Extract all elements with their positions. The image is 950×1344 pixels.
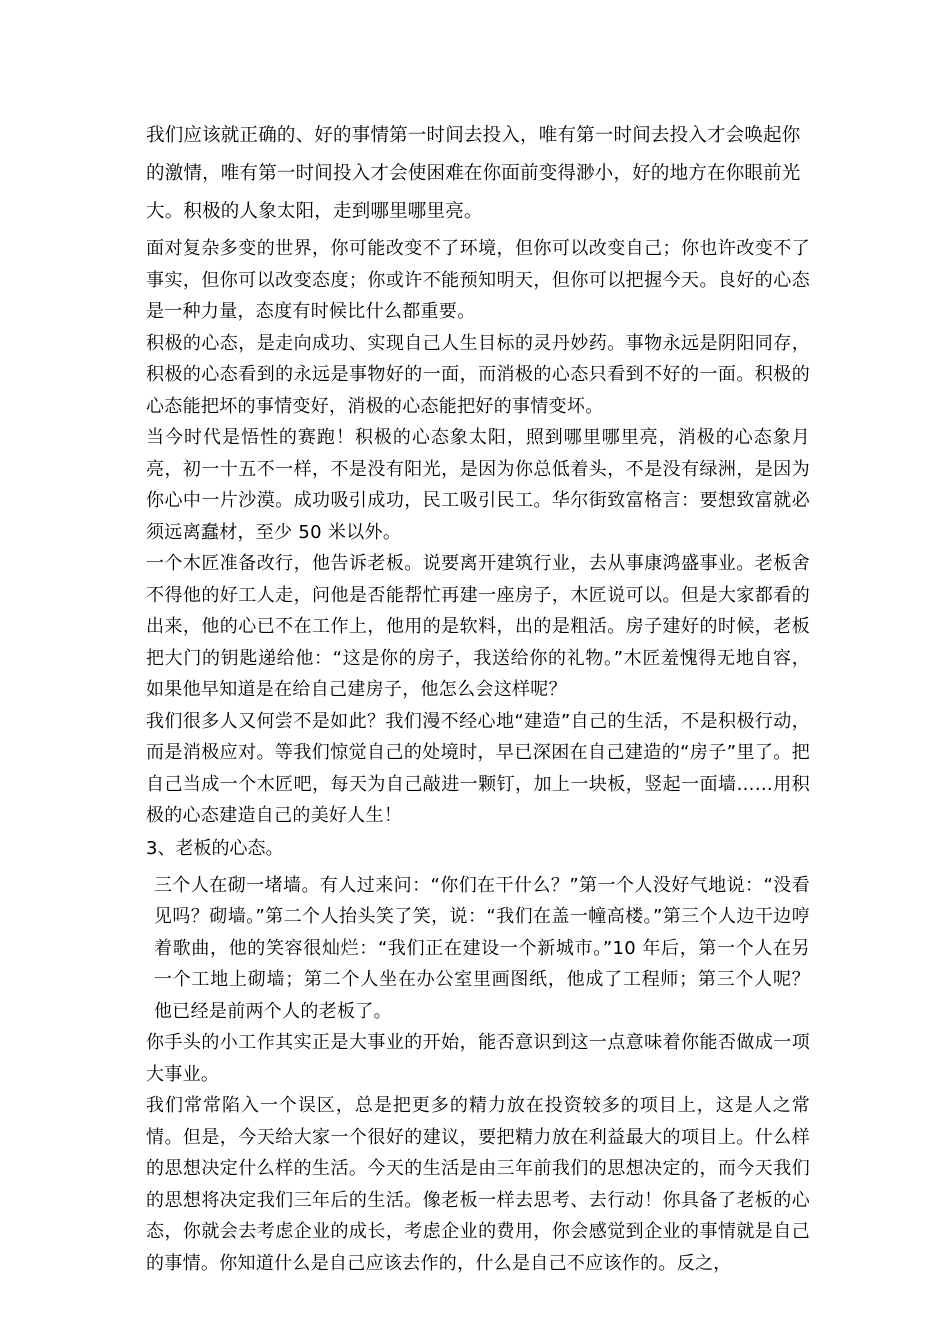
paragraph-7: 三个人在砌一堵墙。有人过来问：“你们在干什么？”第一个人没好气地说：“没看见吗？砌墙。”第二个人抬头笑了笑，说：“我们在盖一幢高楼。”第三个人边干边哼着歌曲，他的笑容很灿烂：“我们正在建设一个新城市。”10 年后，第一个人在另一个工地上砌墙；第二个人坐在办公室里画图纸，他成了工程师；第三个人呢？他已经是前两个人的老板了。	[154, 874, 810, 1022]
paragraph-6: 我们很多人又何尝不是如此？我们漫不经心地“建造”自己的生活，不是积极行动，而是消极应对。等我们惊觉自己的处境时，早已深困在自己建造的“房子”里了。把自己当成一个木匠吧，每天为自己敲进一颗钉，加上一块板，竖起一面墙……用积极的心态建造自己的美好人生！	[146, 710, 810, 826]
section-heading: 3、老板的心态。	[146, 837, 284, 859]
document-body	[146, 117, 810, 1279]
paragraph-5: 一个木匠准备改行，他告诉老板。说要离开建筑行业，去从事康鸿盛事业。老板舍不得他的好工人走，问他是否能帮忙再建一座房子，木匠说可以。但是大家都看的出来，他的心已不在工作上，他用的是软料，出的是粗活。房子建好的时候，老板把大门的钥匙递给他：“这是你的房子，我送给你的礼物。”木匠羞愧得无地自容，如果他早知道是在给自己建房子，他怎么会这样呢？	[146, 553, 810, 700]
paragraph-1: 我们应该就正确的、好的事情第一时间去投入，唯有第一时间去投入才会唤起你的激情，唯有第一时间投入才会使困难在你面前变得渺小，好的地方在你眼前光大。积极的人象太阳，走到哪里哪里亮。	[146, 125, 801, 222]
paragraph-8: 你手头的小工作其实正是大事业的开始，能否意识到这一点意味着你能否做成一项大事业。	[146, 1032, 810, 1085]
paragraph-4: 当今时代是悟性的赛跑！积极的心态象太阳，照到哪里哪里亮，消极的心态象月亮，初一十五不一样，不是没有阳光，是因为你总低着头，不是没有绿洲，是因为你心中一片沙漠。成功吸引成功，民工吸引民工。华尔街致富格言：要想致富就必须远离蠢材，至少 50 米以外。	[146, 427, 810, 543]
paragraph-3: 积极的心态，是走向成功、实现自己人生目标的灵丹妙药。事物永远是阴阳同存，积极的心态看到的永远是事物好的一面，而消极的心态只看到不好的一面。积极的心态能把坏的事情变好，消极的心态能把好的事情变坏。	[146, 332, 810, 417]
paragraph-9: 我们常常陷入一个误区，总是把更多的精力放在投资较多的项目上，这是人之常情。但是，今天给大家一个很好的建议，要把精力放在利益最大的项目上。什么样的思想决定什么样的生活。今天的生活是由三年前我们的思想决定的，而今天我们的思想将决定我们三年后的生活。像老板一样去思考、去行动！你具备了老板的心态，你就会去考虑企业的成长，考虑企业的费用，你会感觉到企业的事情就是自己的事情。你知道什么是自己应该去作的，什么是自己不应该作的。反之，	[146, 1095, 810, 1274]
paragraph-2: 面对复杂多变的世界，你可能改变不了环境，但你可以改变自己；你也许改变不了事实，但你可以改变态度；你或许不能预知明天，但你可以把握今天。良好的心态是一种力量，态度有时候比什么都重要。	[146, 238, 810, 322]
